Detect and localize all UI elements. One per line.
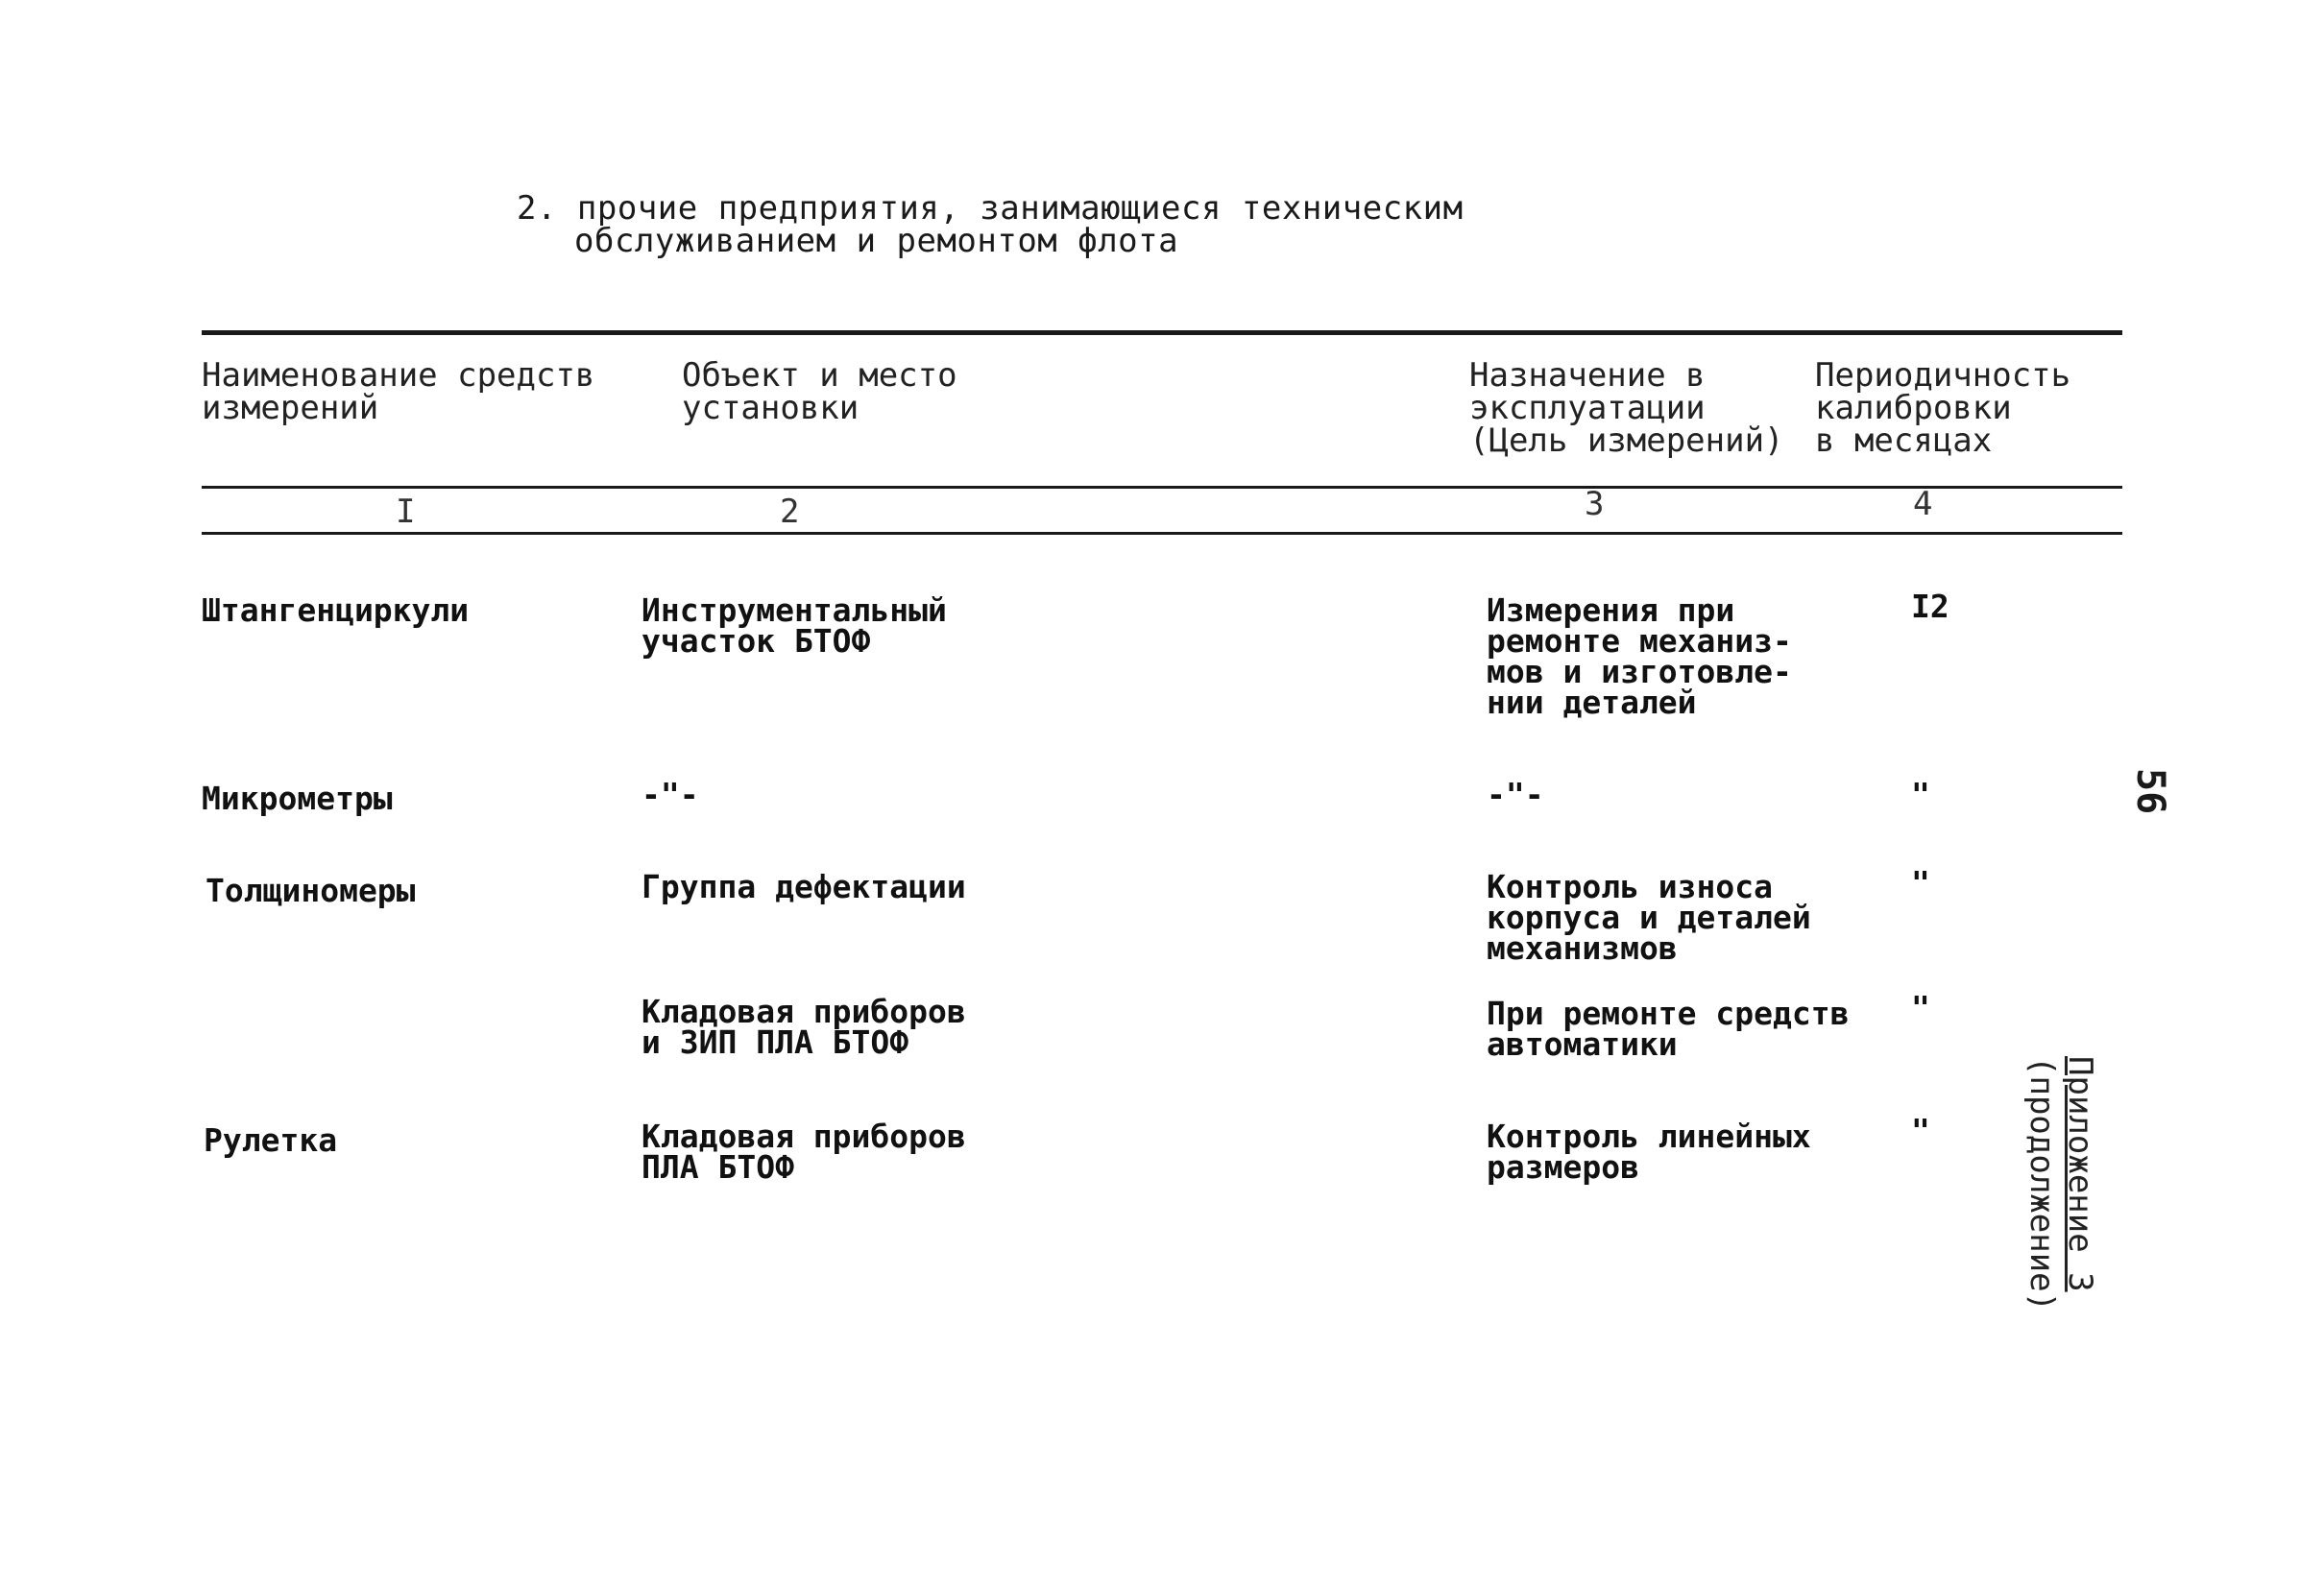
column-number-2: 2 bbox=[780, 493, 800, 531]
table-cell-object: Кладовая приборов и ЗИП ПЛА БТОФ bbox=[642, 993, 966, 1061]
table-cell-purpose: Контроль износа корпуса и деталей механизмов bbox=[1487, 868, 1811, 967]
column-number-1: I bbox=[396, 493, 416, 531]
header-instrument-name: Наименование средств измерений bbox=[202, 356, 595, 427]
header-object-location: Объект и место установки bbox=[682, 356, 957, 427]
appendix-note bbox=[2022, 1056, 2099, 1311]
table-cell-name: Микрометры bbox=[202, 780, 393, 817]
appendix-title: Приложение 3 bbox=[2061, 1056, 2099, 1292]
table-cell-period: " bbox=[1911, 776, 1930, 813]
table-cell-purpose: При ремонте средств автоматики bbox=[1487, 995, 1850, 1063]
header-purpose: Назначение в эксплуатации (Цель измерений) bbox=[1469, 356, 1784, 460]
page-number: 56 bbox=[2128, 768, 2172, 815]
column-number-3: 3 bbox=[1585, 485, 1605, 523]
table-header-rule bbox=[202, 486, 2122, 489]
appendix-subtitle: (продолжение) bbox=[2022, 1056, 2061, 1312]
section-heading-line-1: 2. прочие предприятия, занимающиеся техническим bbox=[517, 189, 1464, 228]
table-top-rule bbox=[202, 330, 2122, 335]
table-cell-period: " bbox=[1911, 1112, 1930, 1149]
table-cell-purpose: Контроль линейных размеров bbox=[1487, 1118, 1811, 1186]
table-cell-period: " bbox=[1911, 864, 1930, 902]
table-cell-object: Кладовая приборов ПЛА БТОФ bbox=[642, 1118, 966, 1186]
table-cell-period: " bbox=[1911, 989, 1930, 1026]
table-cell-period: I2 bbox=[1911, 588, 1949, 625]
table-cell-object: -"- bbox=[642, 776, 699, 813]
section-heading-line-2: обслуживанием и ремонтом флота bbox=[574, 222, 1179, 260]
table-cell-purpose: -"- bbox=[1487, 776, 1544, 813]
header-calibration-period: Периодичность калибровки в месяцах bbox=[1815, 356, 2071, 460]
table-cell-name: Штангенциркули bbox=[202, 591, 470, 629]
table-cell-name: Рулетка bbox=[204, 1121, 338, 1159]
table-cell-object: Группа дефектации bbox=[642, 868, 966, 905]
table-cell-object: Инструментальный участок БТОФ bbox=[642, 591, 947, 660]
table-cell-name: Толщиномеры bbox=[206, 872, 416, 909]
table-numbers-rule bbox=[202, 532, 2122, 535]
table-cell-purpose: Измерения при ремонте механиз- мов и изготовле- нии деталей bbox=[1487, 591, 1792, 721]
column-number-4: 4 bbox=[1913, 485, 1933, 523]
